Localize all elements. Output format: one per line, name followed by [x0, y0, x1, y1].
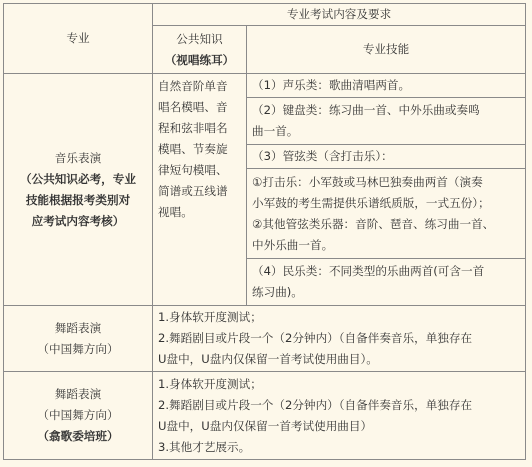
keyboard-line2: 曲一首。 — [252, 124, 299, 138]
other-instruments-line1: ②其他管弦类乐器：音阶、琶音、练习曲一首、 — [252, 216, 495, 231]
music-note-line2: 技能根据报考类别对 — [25, 192, 131, 207]
vocal-skill: （1）声乐类：歌曲清唱两首。 — [247, 74, 526, 98]
exam-requirements-table — [3, 3, 526, 460]
music-major-name: 音乐表演 — [54, 150, 102, 165]
dance2-major-cell — [4, 372, 153, 460]
percussion-line1: ①打击乐：小军鼓或马林巴独奏曲两首（演奏 — [252, 174, 483, 189]
knowledge-line: 简谱或五线谱 — [158, 184, 228, 198]
skill-header: 专业技能 — [247, 26, 526, 74]
music-major-cell — [4, 74, 153, 306]
dance2-requirements — [153, 372, 526, 460]
dance1-item1: 1.身体软开度测试； — [158, 310, 262, 324]
dance1-row — [4, 306, 526, 372]
exam-content-header: 专业考试内容及要求 — [153, 4, 526, 26]
public-knowledge-header — [153, 26, 247, 74]
knowledge-line: 自然音阶单音 — [158, 79, 228, 93]
music-knowledge-cell — [153, 74, 247, 306]
dance2-item1: 1.身体软开度测试； — [158, 376, 262, 391]
folk-line2: 练习曲)。 — [252, 285, 303, 299]
dance2-troupe: （翕歌委培班） — [37, 429, 119, 443]
knowledge-line: 模唱、节奏旋 — [158, 142, 228, 156]
dance1-sub: （中国舞方向） — [37, 341, 119, 356]
dance1-requirements — [153, 306, 526, 372]
keyboard-line1: （2）键盘类：练习曲一首、中外乐曲或奏鸣 — [252, 103, 480, 117]
dance2-item2-line1: 2.舞蹈剧目或片段一个（2分钟内）（自备伴奏音乐，单独存在 — [158, 397, 473, 412]
percussion-line2: 小军鼓的考生需提供乐谱纸质版，一式五份）； — [252, 195, 490, 210]
folk-line1: （4）民乐类：不同类型的乐曲两首(可含一首 — [252, 264, 485, 278]
public-knowledge-label: 公共知识 — [176, 31, 223, 46]
wind-skill-details — [247, 169, 526, 259]
dance1-item2-line2: U盘中，U盘内仅保留一首考试使用曲目）。 — [158, 352, 378, 366]
music-note-line1: （公共知识必考，专业 — [20, 171, 136, 186]
dance1-major-cell — [4, 306, 153, 372]
other-instruments-line2: 中外乐曲一首。 — [252, 237, 334, 252]
wind-skill-title: （3）管弦类（含打击乐）： — [247, 145, 526, 169]
dance1-item2-line1: 2.舞蹈剧目或片段一个（2分钟内）（自备伴奏音乐，单独存在 — [158, 331, 473, 345]
knowledge-line: 唱名模唱、音 — [158, 100, 228, 114]
dance2-name: 舞蹈表演 — [54, 387, 102, 401]
header-row-1 — [4, 4, 526, 26]
knowledge-line: 视唱。 — [158, 205, 193, 219]
music-row-vocal — [4, 74, 526, 98]
sight-singing-label: （视唱练耳） — [164, 52, 235, 67]
dance1-name: 舞蹈表演 — [54, 320, 102, 335]
knowledge-line: 律短句模唱、 — [158, 163, 228, 177]
music-note-line3: 应考试内容考核） — [31, 213, 125, 228]
major-header: 专业 — [4, 4, 153, 74]
dance2-item2-line2: U盘中，U盘内仅保留一首考试使用曲目） — [158, 418, 373, 433]
dance2-sub: （中国舞方向） — [37, 408, 119, 422]
dance2-row — [4, 372, 526, 460]
keyboard-skill — [247, 98, 526, 145]
dance2-item3: 3.其他才艺展示。 — [158, 439, 251, 454]
folk-skill — [247, 259, 526, 306]
knowledge-line: 程和弦非唱名 — [158, 121, 228, 135]
